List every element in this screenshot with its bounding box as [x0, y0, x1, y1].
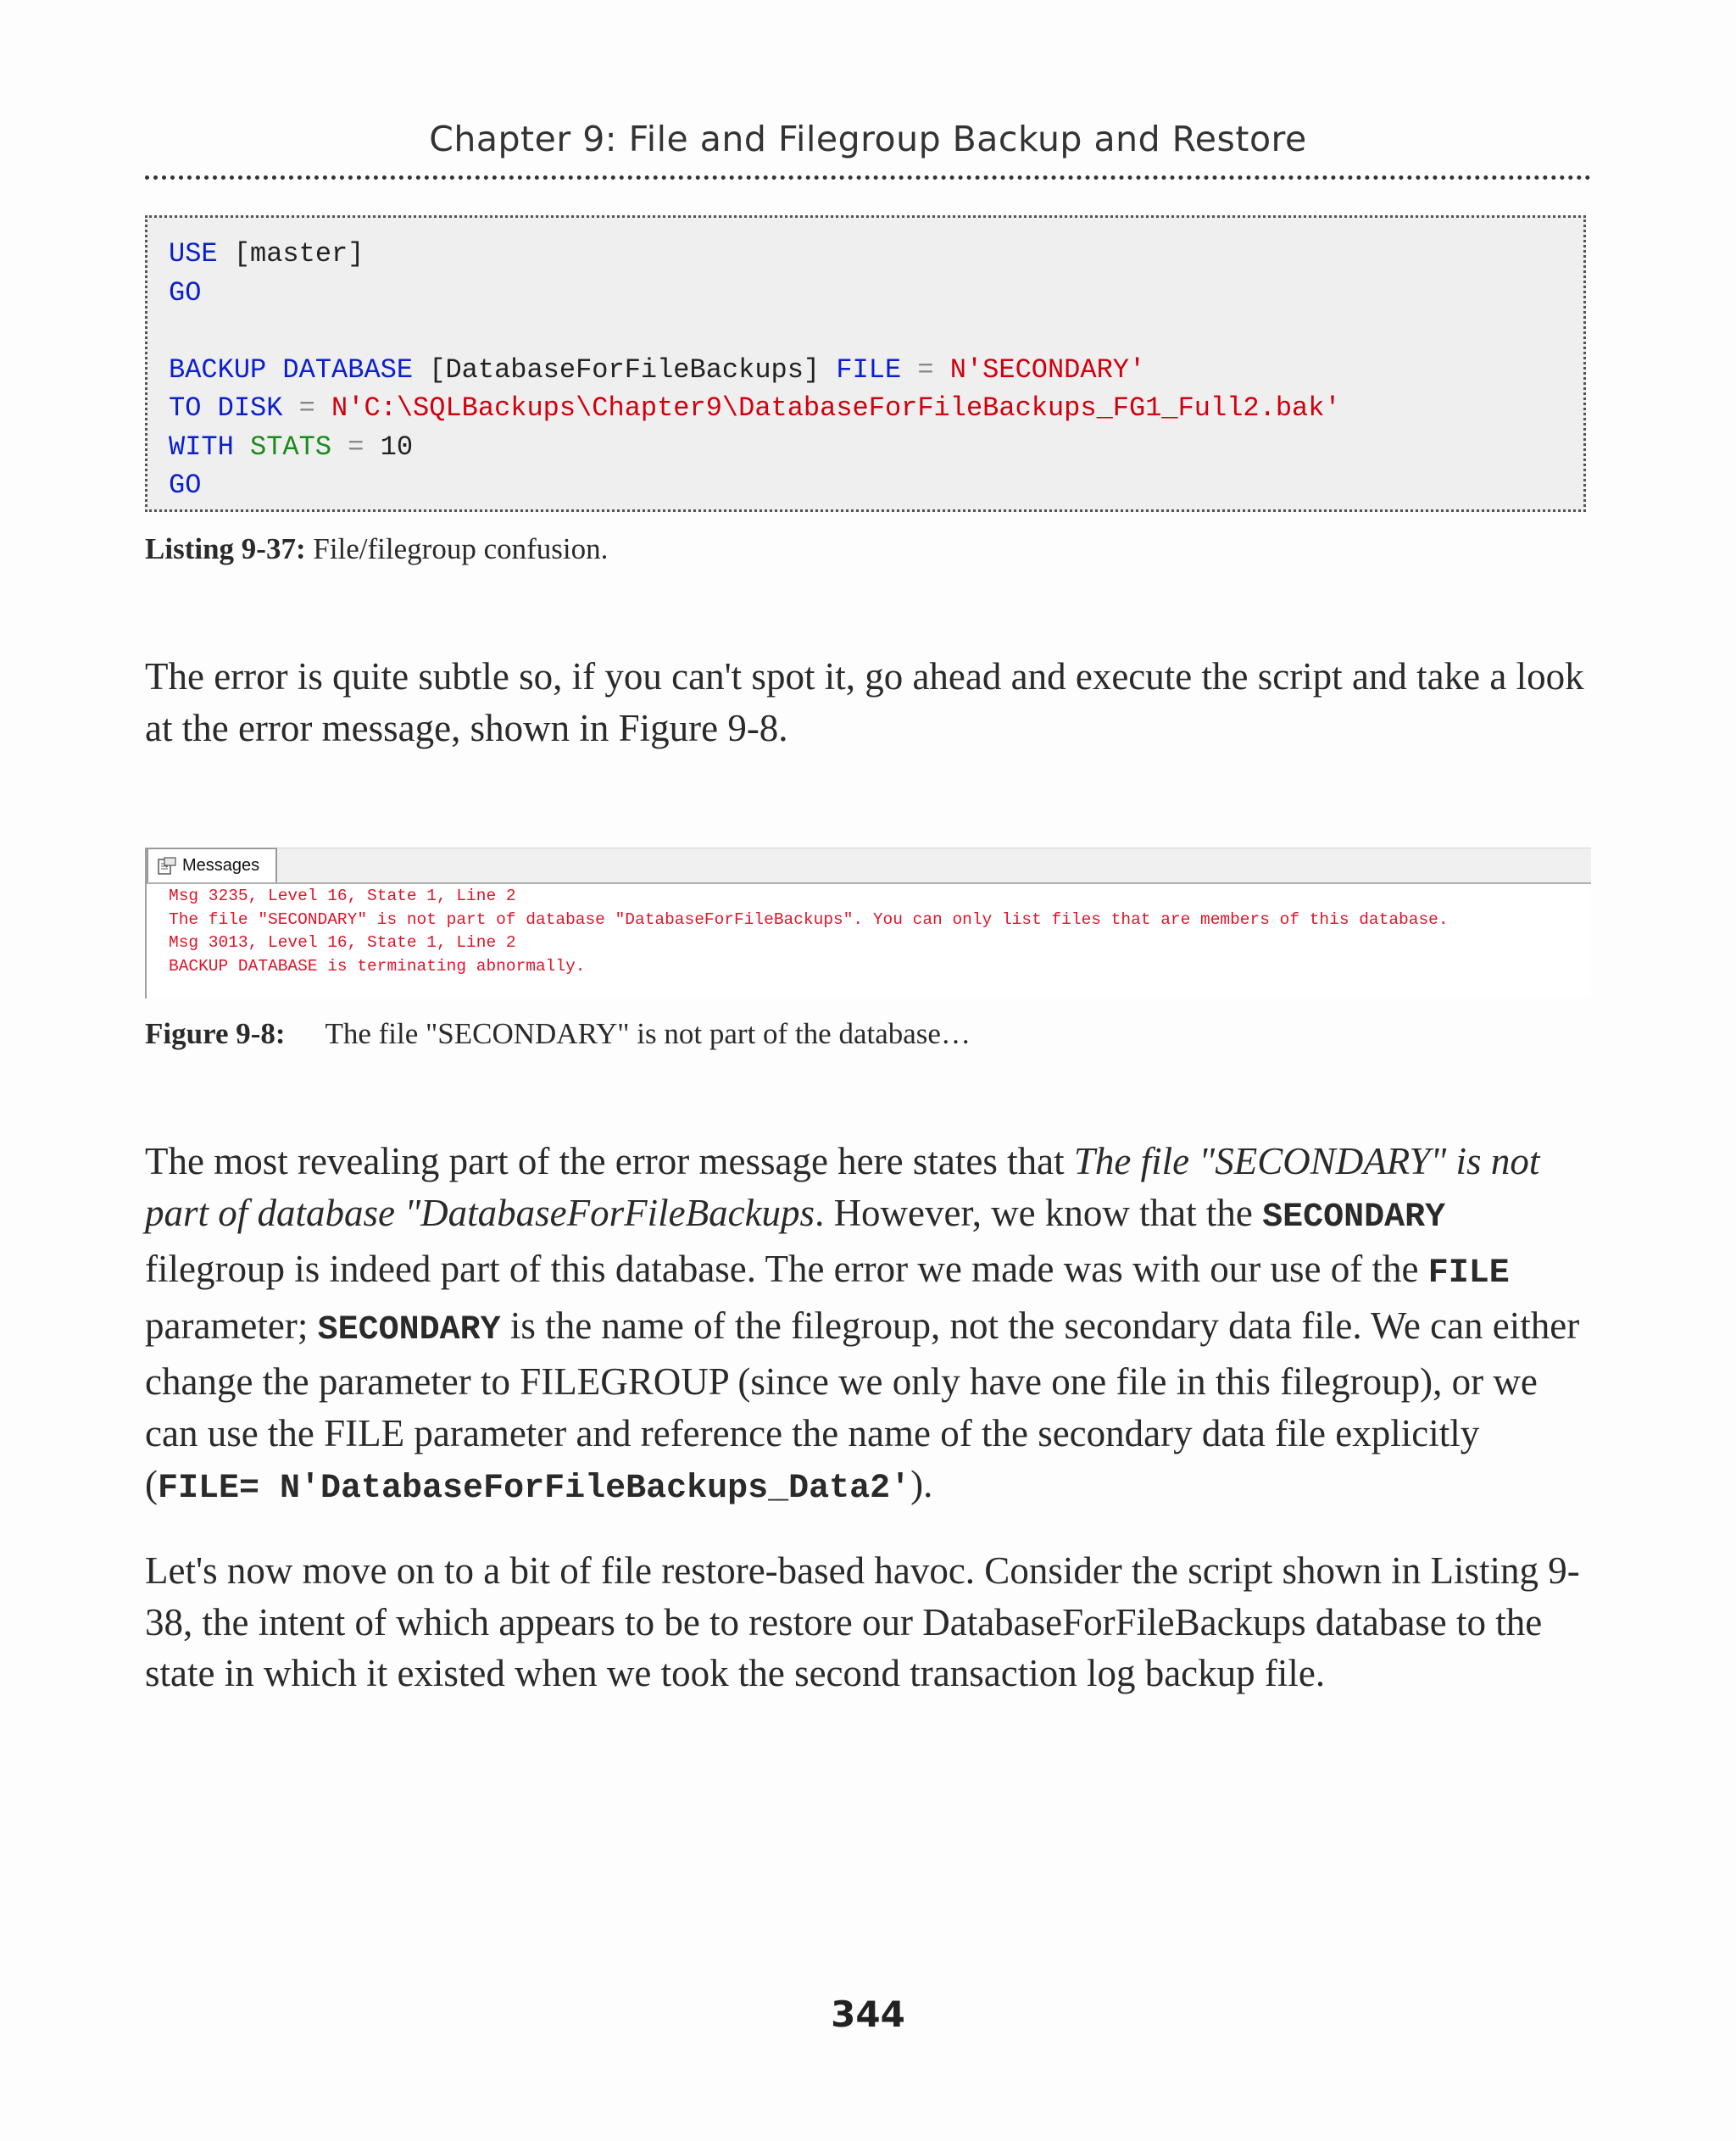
- code-line: [169, 351, 1583, 390]
- paragraph-next: Let's now move on to a bit of file restore-based havoc. Consider the script shown in Listing 9-38, the intent of which appears to be to restore our DatabaseForFileBackups database to the state in which it existed when we took the second transaction log backup file.: [145, 1549, 1580, 1694]
- listing-caption: [145, 532, 608, 566]
- error-line: The file "SECONDARY" is not part of database "DatabaseForFileBackups". You can only list files that are members of this database.: [169, 909, 1449, 929]
- code-token: [234, 431, 250, 463]
- para2-text-2: . However, we know that the: [815, 1191, 1263, 1234]
- code-token: =: [282, 392, 332, 424]
- messages-tab-label: Messages: [182, 856, 260, 875]
- code-token: USE: [169, 238, 218, 270]
- error-line: BACKUP DATABASE is terminating abnormally.: [169, 956, 586, 976]
- code-line: [169, 274, 1583, 313]
- header-divider: [145, 175, 1591, 180]
- chapter-title: Chapter 9: File and Filegroup Backup and Restore: [429, 119, 1307, 159]
- code-line: [169, 389, 1583, 428]
- error-line: Msg 3013, Level 16, State 1, Line 2: [169, 933, 516, 952]
- para2-text-3: filegroup is indeed part of this database. The error we made was with our use of the: [145, 1248, 1428, 1290]
- code-secondary: SECONDARY: [1262, 1198, 1446, 1237]
- code-file: FILE: [1427, 1254, 1510, 1293]
- code-token: STATS: [250, 431, 332, 463]
- paragraph-explanation: [145, 1136, 1594, 1515]
- code-token: WITH: [169, 431, 234, 463]
- page-number: 344: [831, 1994, 905, 2035]
- code-secondary: SECONDARY: [317, 1310, 501, 1349]
- listing-caption-text: File/filegroup confusion.: [313, 532, 609, 565]
- para2-text-5: is the name of the filegroup, not the secondary data file. We can either change the parameter to FILEGROUP (since we only have one file in this filegroup), or we can use the FILE parameter and reference the name of the secondary data file explicitly (: [145, 1304, 1580, 1505]
- code-line: [169, 312, 1583, 351]
- code-token: BACKUP DATABASE: [169, 353, 414, 386]
- messages-tab[interactable]: [147, 848, 277, 882]
- code-line: [169, 428, 1583, 467]
- code-token: =: [331, 431, 381, 463]
- listing-caption-label: Listing 9-37:: [145, 532, 306, 565]
- code-token: [master]: [217, 238, 364, 270]
- code-listing: [145, 215, 1586, 512]
- error-messages-screenshot: [145, 848, 1591, 998]
- para2-text-4: parameter;: [145, 1304, 318, 1347]
- para2-text-6: ).: [910, 1463, 933, 1505]
- messages-tab-bar: [147, 848, 1591, 884]
- error-line: Msg 3235, Level 16, State 1, Line 2: [169, 887, 516, 905]
- code-token: =: [901, 353, 950, 386]
- code-token: N'SECONDARY': [949, 353, 1146, 386]
- para2-text-1: The most revealing part of the error message here states that: [145, 1140, 1074, 1182]
- paragraph-intro: The error is quite subtle so, if you can't spot it, go ahead and execute the script and take a look at the error message, shown in Figure 9-8.: [145, 655, 1584, 749]
- figure-caption-label: Figure 9-8:: [145, 1017, 286, 1050]
- para2-italic-quote: The file "SECONDARY" is not part of database "DatabaseForFileBackups: [145, 1140, 1540, 1234]
- code-token: FILE: [836, 353, 902, 386]
- code-token: GO: [169, 470, 202, 501]
- code-token: 10: [380, 431, 414, 463]
- code-file-data2: FILE= N'DatabaseForFileBackups_Data2': [158, 1470, 911, 1508]
- code-token: GO: [169, 276, 202, 309]
- error-message-lines: [169, 885, 1449, 978]
- code-token: N'C:\SQLBackups\Chapter9\DatabaseForFileBackups_FG1_Full2.bak': [331, 392, 1341, 424]
- code-line: [169, 466, 1583, 505]
- figure-caption: [145, 1017, 971, 1051]
- code-line: [169, 235, 1583, 274]
- figure-caption-text: The file "SECONDARY" is not part of the database…: [325, 1017, 971, 1050]
- code-token: TO DISK: [169, 392, 283, 424]
- messages-icon: [157, 857, 177, 876]
- code-token: [DatabaseForFileBackups]: [413, 353, 837, 386]
